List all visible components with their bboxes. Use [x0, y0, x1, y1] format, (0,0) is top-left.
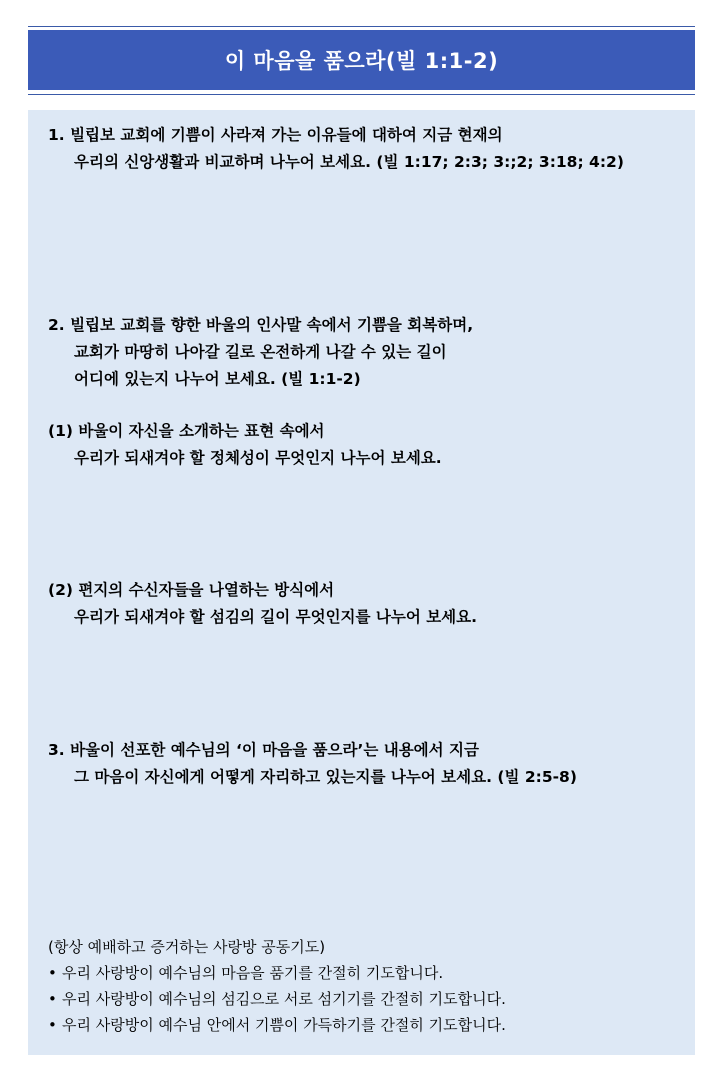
question-1-line-1: 1. 빌립보 교회에 기쁨이 사라져 가는 이유들에 대하여 지금 현재의 [48, 126, 503, 144]
prayer-item [48, 986, 506, 1012]
bullet-icon: • [48, 964, 57, 982]
question-1 [48, 122, 624, 176]
prayer-item-text: 우리 사랑방이 예수님의 마음을 품기를 간절히 기도합니다. [62, 964, 444, 982]
prayer-item-text: 우리 사랑방이 예수님 안에서 기쁨이 가득하기를 간절히 기도합니다. [62, 1016, 506, 1034]
bullet-icon: • [48, 990, 57, 1008]
bullet-icon: • [48, 1016, 57, 1034]
question-2 [48, 312, 473, 393]
question-2-sub-2-line-1: (2) 편지의 수신자들을 나열하는 방식에서 [48, 581, 335, 599]
question-2-line-2: 교회가 마땅히 나아갈 길로 온전하게 나갈 수 있는 길이 [74, 343, 447, 361]
prayer-section [48, 934, 506, 1038]
title-top-rule [28, 26, 695, 27]
prayer-item [48, 960, 506, 986]
prayer-heading: (항상 예배하고 증거하는 사랑방 공동기도) [48, 938, 326, 956]
question-3 [48, 737, 577, 791]
question-2-sub-2-line-2: 우리가 되새겨야 할 섬김의 길이 무엇인지를 나누어 보세요. [74, 608, 478, 626]
page-title: 이 마음을 품으라(빌 1:1-2) [224, 49, 499, 73]
title-bottom-rule [28, 94, 695, 95]
question-2-sub-1-line-1: (1) 바울이 자신을 소개하는 표현 속에서 [48, 422, 325, 440]
question-3-line-2: 그 마음이 자신에게 어떻게 자리하고 있는지를 나누어 보세요. (빌 2:5-8) [74, 768, 577, 786]
question-2-sub-1-line-2: 우리가 되새겨야 할 정체성이 무엇인지 나누어 보세요. [74, 449, 442, 467]
question-2-line-3: 어디에 있는지 나누어 보세요. (빌 1:1-2) [74, 370, 361, 388]
question-2-sub-1 [48, 418, 442, 472]
question-3-line-1: 3. 바울이 선포한 예수님의 ‘이 마음을 품으라’는 내용에서 지금 [48, 741, 479, 759]
prayer-item-text: 우리 사랑방이 예수님의 섬김으로 서로 섬기기를 간절히 기도합니다. [62, 990, 506, 1008]
question-2-sub-2 [48, 577, 477, 631]
question-1-line-2: 우리의 신앙생활과 비교하며 나누어 보세요. (빌 1:17; 2:3; 3:;2; 3:18; 4:2) [74, 153, 624, 171]
prayer-item [48, 1012, 506, 1038]
title-bar [28, 30, 695, 90]
question-2-line-1: 2. 빌립보 교회를 향한 바울의 인사말 속에서 기쁨을 회복하며, [48, 316, 474, 334]
